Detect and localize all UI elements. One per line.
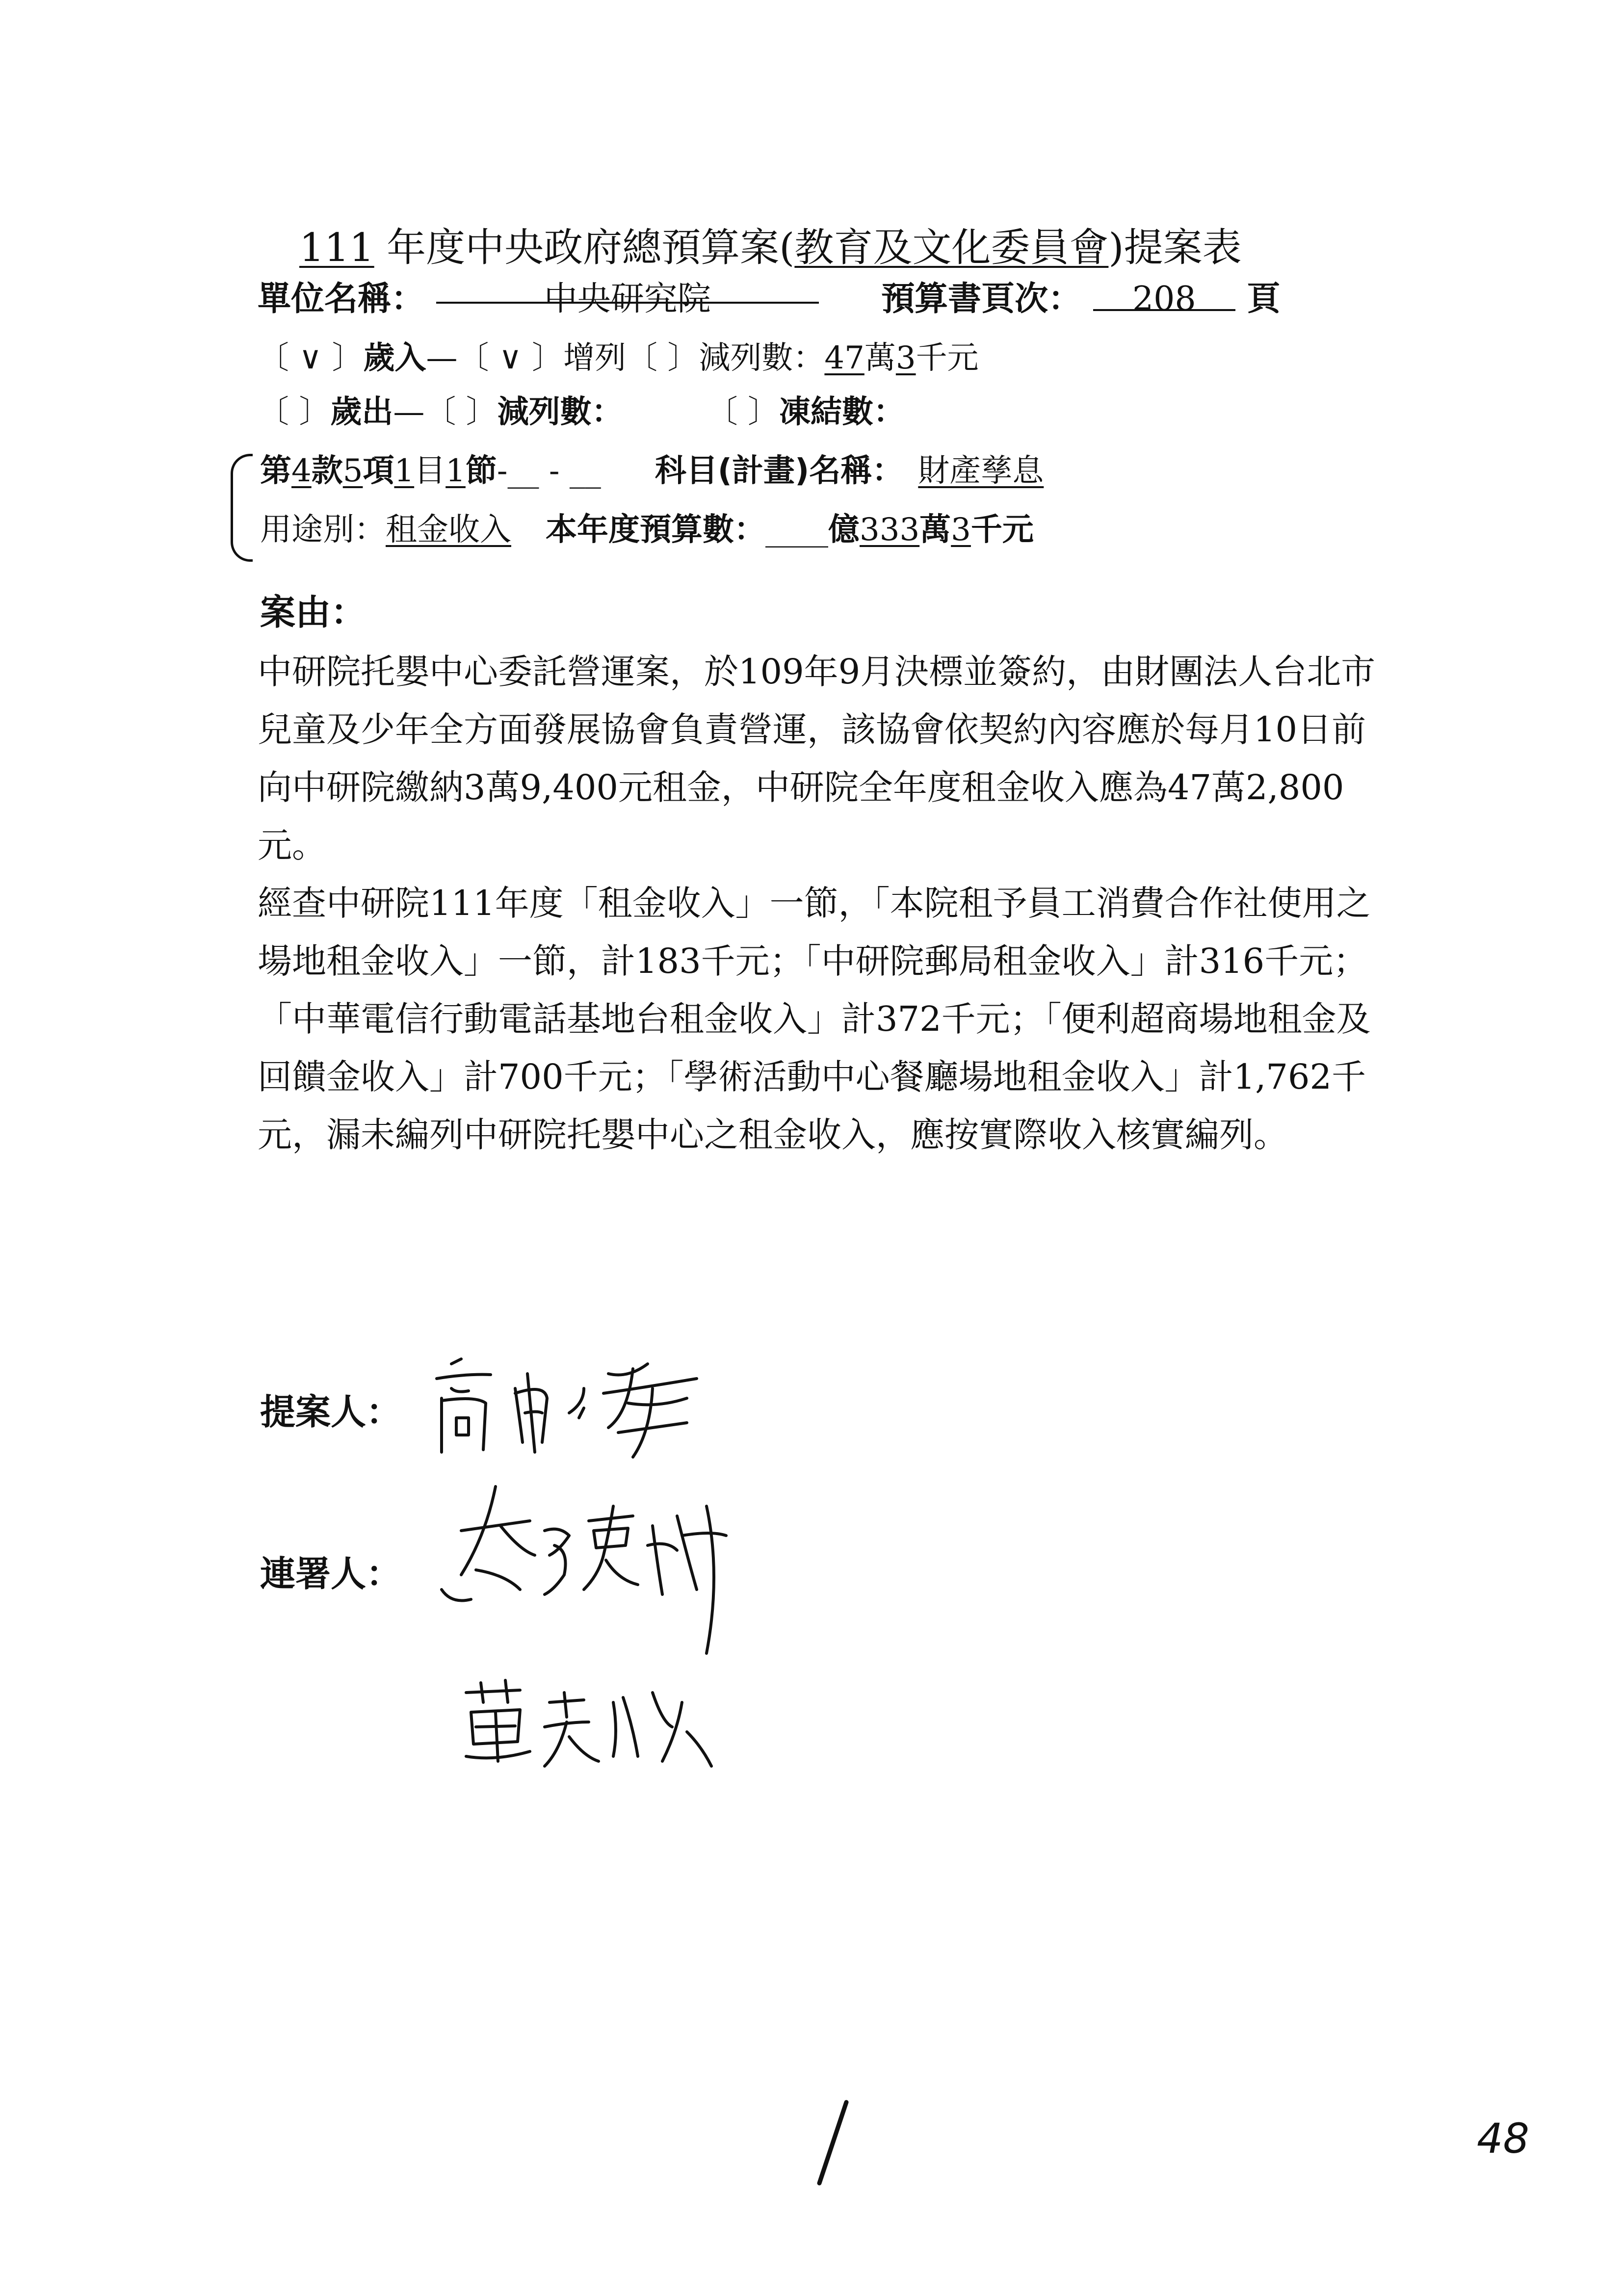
expense-box-3: 〔 〕 (706, 394, 780, 430)
expense-label: 歲出 (330, 394, 393, 430)
qian-number: 3 (951, 512, 971, 548)
page-value: 208 (1093, 280, 1235, 311)
xiang-label: 項 (363, 453, 394, 489)
kuan-label: 款 (311, 453, 343, 489)
page-number: 48 (1477, 2114, 1529, 2163)
reason-paragraph-1: 中研院托嬰中心委託營運案，於109年9月決標並簽約，由財團法人台北市兒童及少年全方面發展協會負責營運，該協會依契約內容應於每月10日前向中研院繳納3萬9,400元租金，中研院全年度租金收入應為47萬2,800元。 (258, 652, 1376, 865)
usage-row (260, 510, 1034, 549)
unit-label: 單位名稱： (258, 280, 425, 318)
cosigner-signature-2 (456, 1673, 731, 1786)
expense-dash: — (393, 394, 425, 430)
increase-label: 增列 (563, 340, 627, 376)
title-committee: 教育及文化委員會 (794, 225, 1109, 270)
jie-label: 節 (465, 453, 497, 489)
kuan-number: 4 (291, 453, 312, 489)
wan-label: 萬 (919, 512, 951, 548)
page-label: 預算書頁次： (881, 280, 1082, 318)
budget-label: 本年度預算數： (546, 512, 765, 548)
wan-number: 333 (860, 512, 920, 548)
title-text-a: 年度中央政府總預算案( (387, 225, 795, 270)
income-row (258, 339, 979, 378)
reason-body (258, 643, 1396, 1164)
document-title (299, 216, 1242, 272)
unit-value: 中央研究院 (436, 272, 819, 304)
reason-paragraph-2: 經查中研院111年度「租金收入」一節，「本院租予員工消費合作社使用之場地租金收入」一節，計183千元；「中研院郵局租金收入」計316千元；「中華電信行動電話基地台租金收入」計372千元；「便利超商場地租金及回饋金收入」計700千元；「學術活動中心餐廳場地租金收入」計1,762千元，漏未編列中研院托嬰中心之租金收入，應按實際收入核實編列。 (258, 883, 1371, 1155)
income-box-2: 〔 ∨ 〕 (457, 340, 564, 376)
decrease-label: 減列數： (699, 340, 825, 376)
mu-number: 1 (394, 453, 415, 489)
unit-row (258, 272, 1280, 320)
income-dash: — (426, 340, 458, 376)
title-year: 111 (299, 225, 374, 270)
page-mark-1 (800, 2095, 859, 2193)
yi-label: 億 (828, 512, 860, 548)
freeze-label: 凍結數： (779, 394, 905, 430)
cosigner-label: 連署人： (260, 1553, 402, 1594)
expense-box-2: 〔 〕 (424, 394, 498, 430)
income-label: 歲入 (363, 340, 426, 376)
reason-label: 案由： (260, 592, 367, 633)
section-bracket (231, 454, 253, 562)
qian-label: 千元 (970, 512, 1034, 548)
section-tail: -__ - __ (497, 453, 601, 489)
section-di: 第 (260, 453, 291, 489)
income-amount-wan: 47 (824, 340, 864, 376)
cosigner-signature-1 (432, 1477, 746, 1702)
section-row (260, 451, 1044, 491)
jie-number: 1 (445, 453, 466, 489)
mu-label: 目 (414, 453, 446, 489)
usage-value: 租金收入 (386, 512, 511, 548)
subject-value: 財產孳息 (918, 453, 1044, 489)
proposer-label: 提案人： (260, 1391, 402, 1433)
page-suffix: 頁 (1247, 280, 1281, 318)
subject-label: 科目(計畫)名稱： (655, 453, 904, 489)
income-wan-unit: 萬 (864, 340, 896, 376)
expense-box-1: 〔 〕 (258, 394, 331, 430)
expense-row (258, 392, 905, 432)
income-qian-unit: 千元 (916, 340, 979, 376)
usage-label: 用途別： (260, 512, 386, 548)
expense-decrease-label: 減列數： (497, 394, 623, 430)
income-box-1: 〔 ∨ 〕 (258, 340, 364, 376)
xiang-number: 5 (342, 453, 363, 489)
yi-blank: ____ (765, 512, 828, 548)
income-amount-qian: 3 (895, 340, 916, 376)
proposer-signature (422, 1344, 716, 1472)
income-box-3: 〔 〕 (626, 340, 699, 376)
title-text-b: )提案表 (1108, 225, 1242, 270)
